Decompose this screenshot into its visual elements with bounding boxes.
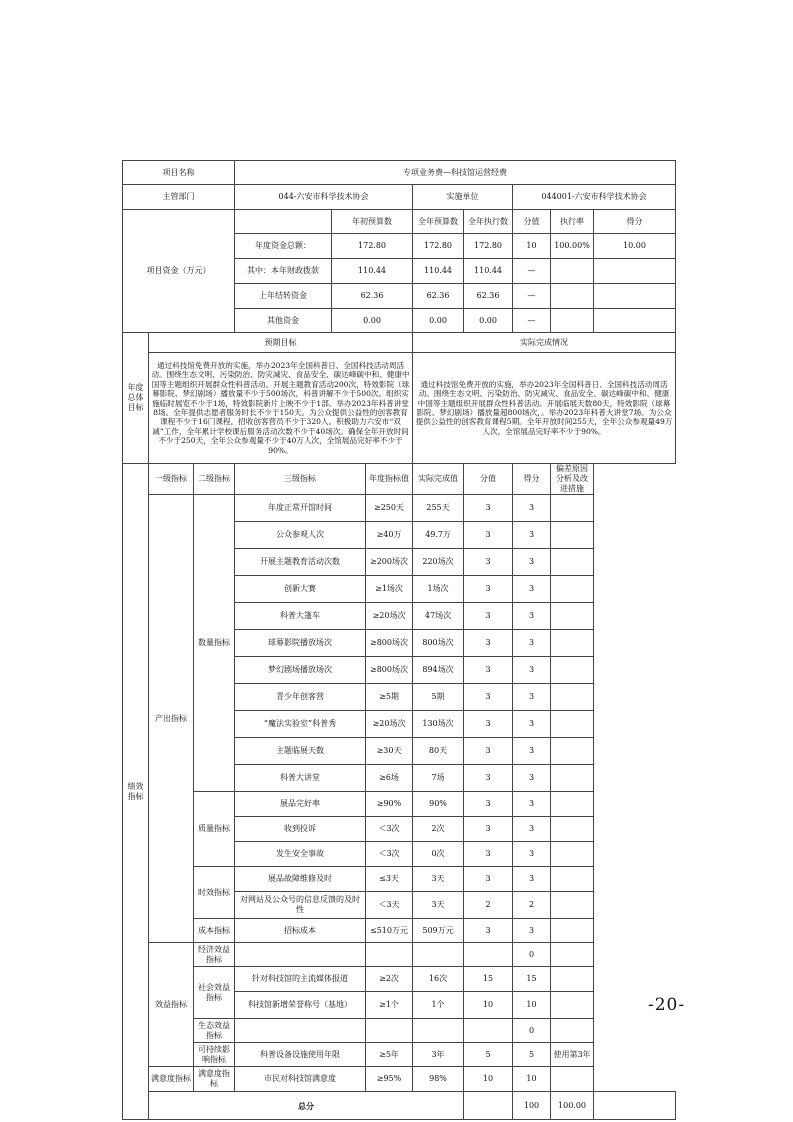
- funds-row-label: 年度资金总额：: [235, 234, 332, 259]
- funds-cell: 62.36: [464, 284, 513, 309]
- indicator-name: 科普大篷车: [235, 603, 366, 630]
- funds-cell: 0.00: [332, 309, 413, 333]
- indicator-score: 15: [464, 967, 513, 992]
- indicator-actual: 3年: [413, 1043, 464, 1067]
- l1-output: 产出指标: [149, 495, 194, 943]
- indicator-score: 10: [464, 1067, 513, 1092]
- indicator-score: 3: [464, 522, 513, 549]
- indicator-got: 10: [513, 1067, 551, 1092]
- indicator-score: 3: [464, 765, 513, 792]
- indicator-score: 2: [464, 892, 513, 919]
- funds-header: 得分: [594, 210, 676, 234]
- indicator-got: 3: [513, 630, 551, 657]
- indicator-got: 3: [513, 738, 551, 765]
- indicator-actual: 3天: [413, 867, 464, 892]
- total-note: [594, 1092, 676, 1120]
- total-label: 总分: [149, 1092, 464, 1120]
- l1-satisfaction: 满意度指标: [149, 1067, 194, 1092]
- indicator-target: ≥90%: [366, 792, 413, 817]
- indicator-note: 使用第3年: [551, 1043, 594, 1067]
- funds-header: 全年执行数: [464, 210, 513, 234]
- indicator-got: 3: [513, 603, 551, 630]
- l2-timeliness: 时效指标: [194, 867, 235, 919]
- indicator-note: [551, 630, 594, 657]
- indicator-name: 收到投诉: [235, 817, 366, 842]
- indicator-got: 3: [513, 711, 551, 738]
- indicator-target: ≥800场次: [366, 630, 413, 657]
- perf-header: 偏差原因分析及改进措施: [551, 464, 594, 495]
- funds-header: 年初预算数: [332, 210, 413, 234]
- indicator-got: 3: [513, 576, 551, 603]
- indicator-target: ≥95%: [366, 1067, 413, 1092]
- indicator-note: [551, 943, 594, 967]
- indicator-score: 10: [464, 992, 513, 1019]
- perf-header: 年度指标值: [366, 464, 413, 495]
- indicator-got: 3: [513, 522, 551, 549]
- funds-cell: 110.44: [332, 259, 413, 284]
- indicator-target: ≥6场: [366, 765, 413, 792]
- indicator-actual: 0次: [413, 842, 464, 867]
- perf-header: 三级指标: [235, 464, 366, 495]
- indicator-actual: 130场次: [413, 711, 464, 738]
- indicator-target: ＜3次: [366, 842, 413, 867]
- indicator-target: ≥250天: [366, 495, 413, 522]
- indicator-actual: 894场次: [413, 657, 464, 684]
- indicator-got: 3: [513, 867, 551, 892]
- funds-cell: 0.00: [413, 309, 464, 333]
- expected-goal-text: 通过科技馆免费开放的实施，举办2023年全国科普日、全国科技活动周活动。围绕生态文明、污染防治、防灾减灾、食品安全、碳达峰碳中和、健康中国等主题组织开展群众性科普活动。开展主题教育活动200次，特效影院（球幕影院、梦幻剧场）播放量不少于500场次，科普讲解不少于500次。组织实施临时展览不少于1场，特效影院新片上映不少于1部。举办2023年科普讲堂8场。全年提供志愿者服务时长不少于150天。为公众提供公益性的创客教育课程不少于16门课程，招收创客营员不少于320人。积极助力六安市“双减”工作，全年累计学校课后服务活动次数不少于40场次。确保全年开放时间不少于250天，全年公众参观量不少于40万人次，全馆展品完好率不少于90%。: [149, 353, 413, 464]
- indicator-actual: 98%: [413, 1067, 464, 1092]
- indicator-target: ≥5期: [366, 684, 413, 711]
- l2-ecology: 生态效益指标: [194, 1019, 235, 1043]
- indicator-actual: 255天: [413, 495, 464, 522]
- indicator-actual: 49.7万: [413, 522, 464, 549]
- indicator-name: 年度正常开馆时间: [235, 495, 366, 522]
- indicator-score: [464, 943, 513, 967]
- funds-cell: [551, 309, 594, 333]
- indicator-target: ≥20场次: [366, 603, 413, 630]
- indicator-got: 3: [513, 684, 551, 711]
- indicator-actual: 800场次: [413, 630, 464, 657]
- indicator-note: [551, 792, 594, 817]
- indicator-note: [551, 919, 594, 943]
- indicator-got: 0: [513, 1019, 551, 1043]
- funds-cell: 10: [513, 234, 551, 259]
- indicator-name: 球幕影院播放场次: [235, 630, 366, 657]
- indicator-name: 公众参观人次: [235, 522, 366, 549]
- funds-cell: 62.36: [413, 284, 464, 309]
- indicator-score: 3: [464, 576, 513, 603]
- indicator-actual: [413, 1019, 464, 1043]
- indicator-got: 3: [513, 549, 551, 576]
- indicator-target: ≥2次: [366, 967, 413, 992]
- indicator-actual: 47场次: [413, 603, 464, 630]
- actual-completion-text: 通过科技馆免费开放的实施，举办2023年全国科普日、全国科技活动周活动。围绕生态文明、污染防治、防灾减灾、食品安全、碳达峰碳中和、健康中国等主题组织开展群众性科普活动。开展临展天数80天，特效影院（球幕影院、梦幻剧场）播放量超800场次，。举办2023年科普大讲堂7场。为公众提供公益性的创客教育课程5期。全年开放时间255天，全年公众参观量49万人次，全馆展品完好率不少于90%。: [413, 353, 676, 464]
- indicator-target: ≥800场次: [366, 657, 413, 684]
- indicator-score: 3: [464, 817, 513, 842]
- indicator-got: 3: [513, 765, 551, 792]
- indicator-score: 3: [464, 495, 513, 522]
- indicator-name: 招标成本: [235, 919, 366, 943]
- funds-cell: 100.00%: [551, 234, 594, 259]
- funds-header: 分值: [513, 210, 551, 234]
- funds-cell: 172.80: [332, 234, 413, 259]
- funds-header: 执行率: [551, 210, 594, 234]
- indicator-actual: 1场次: [413, 576, 464, 603]
- l2-quality: 质量指标: [194, 792, 235, 867]
- indicator-name: [235, 1019, 366, 1043]
- indicator-score: 3: [464, 919, 513, 943]
- indicator-note: [551, 967, 594, 992]
- indicator-got: 3: [513, 842, 551, 867]
- indicator-target: [366, 943, 413, 967]
- indicator-got: 3: [513, 817, 551, 842]
- indicator-name: 发生安全事故: [235, 842, 366, 867]
- project-name-value: 专项业务费—科技馆运营经费: [235, 161, 676, 185]
- funds-cell: [594, 309, 676, 333]
- indicator-actual: 80天: [413, 738, 464, 765]
- indicator-name: 科技馆新增荣誉称号（基地）: [235, 992, 366, 1019]
- indicator-score: 3: [464, 792, 513, 817]
- indicator-target: ≥1个: [366, 992, 413, 1019]
- indicator-got: 3: [513, 495, 551, 522]
- page-number: -20-: [648, 995, 686, 1015]
- indicator-target: [366, 1019, 413, 1043]
- indicator-note: [551, 657, 594, 684]
- indicator-note: [551, 1067, 594, 1092]
- indicator-target: ≥40万: [366, 522, 413, 549]
- indicator-actual: 1个: [413, 992, 464, 1019]
- indicator-note: [551, 522, 594, 549]
- indicator-note: [551, 817, 594, 842]
- indicator-actual: 220场次: [413, 549, 464, 576]
- indicator-note: [551, 549, 594, 576]
- indicator-note: [551, 603, 594, 630]
- funds-header: 全年预算数: [413, 210, 464, 234]
- indicator-score: 3: [464, 867, 513, 892]
- indicator-note: [551, 576, 594, 603]
- indicator-got: 3: [513, 919, 551, 943]
- funds-cell: [551, 284, 594, 309]
- funds-cell: [551, 259, 594, 284]
- funds-cell: —: [513, 309, 551, 333]
- dept-value: 044-六安市科学技术协会: [235, 185, 413, 210]
- indicator-target: ≥30天: [366, 738, 413, 765]
- funds-cell: —: [513, 284, 551, 309]
- funds-cell: 172.80: [413, 234, 464, 259]
- funds-cell: 172.80: [464, 234, 513, 259]
- indicator-target: ≤3天: [366, 867, 413, 892]
- funds-cell: [594, 284, 676, 309]
- indicator-score: 3: [464, 603, 513, 630]
- perf-side-label: 绩效指标: [123, 464, 149, 1120]
- indicator-score: 3: [464, 738, 513, 765]
- indicator-note: [551, 867, 594, 892]
- l2-sustain: 可持续影响指标: [194, 1043, 235, 1067]
- indicator-got: 15: [513, 967, 551, 992]
- indicator-got: 3: [513, 657, 551, 684]
- funds-label: 项目资金（万元）: [123, 210, 235, 333]
- indicator-note: [551, 495, 594, 522]
- indicator-actual: 7场: [413, 765, 464, 792]
- perf-header: 二级指标: [194, 464, 235, 495]
- perf-header: 得分: [513, 464, 551, 495]
- indicator-target: ＜3天: [366, 892, 413, 919]
- indicator-got: 10: [513, 992, 551, 1019]
- indicator-actual: 3天: [413, 892, 464, 919]
- indicator-target: ≥20场次: [366, 711, 413, 738]
- indicator-note: [551, 892, 594, 919]
- indicator-actual: [413, 943, 464, 967]
- indicator-target: ≥1场次: [366, 576, 413, 603]
- indicator-score: 3: [464, 711, 513, 738]
- l2-cost: 成本指标: [194, 919, 235, 943]
- indicator-score: 3: [464, 657, 513, 684]
- l2-quantity: 数量指标: [194, 495, 235, 792]
- indicator-name: 科普大讲堂: [235, 765, 366, 792]
- indicator-actual: 16次: [413, 967, 464, 992]
- indicator-target: ＜3次: [366, 817, 413, 842]
- indicator-name: [235, 943, 366, 967]
- funds-cell: 10.00: [594, 234, 676, 259]
- indicator-note: [551, 711, 594, 738]
- funds-row-label: 其他资金: [235, 309, 332, 333]
- funds-row-label: 其中：本年财政拨款: [235, 259, 332, 284]
- indicator-name: 创新大赛: [235, 576, 366, 603]
- indicator-actual: 5期: [413, 684, 464, 711]
- indicator-score: 3: [464, 842, 513, 867]
- l1-benefit: 效益指标: [149, 943, 194, 1067]
- indicator-name: 市民对科技馆满意度: [235, 1067, 366, 1092]
- indicator-note: [551, 1019, 594, 1043]
- indicator-actual: 2次: [413, 817, 464, 842]
- indicator-target: ≥5年: [366, 1043, 413, 1067]
- impl-label: 实施单位: [413, 185, 513, 210]
- funds-cell: 110.44: [464, 259, 513, 284]
- indicator-score: 3: [464, 684, 513, 711]
- indicator-score: 3: [464, 549, 513, 576]
- l2-economic: 经济效益指标: [194, 943, 235, 967]
- indicator-target: ≤510万元: [366, 919, 413, 943]
- goals-side-label: 年度总体目标: [123, 333, 149, 464]
- indicator-note: [551, 684, 594, 711]
- indicator-name: 主题临展天数: [235, 738, 366, 765]
- perf-header: 实际完成值: [413, 464, 464, 495]
- total-empty: [464, 1092, 513, 1120]
- indicator-note: [551, 992, 594, 1019]
- dept-label: 主管部门: [123, 185, 235, 210]
- indicator-note: [551, 765, 594, 792]
- indicator-name: 梦幻剧场播放场次: [235, 657, 366, 684]
- indicator-name: 展品完好率: [235, 792, 366, 817]
- perf-header: 一级指标: [149, 464, 194, 495]
- indicator-name: 针对科技馆的主流媒体报道: [235, 967, 366, 992]
- funds-header-empty: [235, 210, 332, 234]
- indicator-note: [551, 738, 594, 765]
- indicator-got: 2: [513, 892, 551, 919]
- funds-cell: [594, 259, 676, 284]
- l2-satisfaction: 满意度指标: [194, 1067, 235, 1092]
- indicator-score: [464, 1019, 513, 1043]
- indicator-actual: 90%: [413, 792, 464, 817]
- indicator-got: 3: [513, 792, 551, 817]
- indicator-name: “魔法实验室”科普秀: [235, 711, 366, 738]
- funds-cell: —: [513, 259, 551, 284]
- expected-goal-header: 预期目标: [149, 333, 413, 353]
- funds-row-label: 上年结转资金: [235, 284, 332, 309]
- indicator-score: 3: [464, 630, 513, 657]
- indicator-note: [551, 842, 594, 867]
- indicator-name: 科普设备设施使用年限: [235, 1043, 366, 1067]
- indicator-name: 开展主题教育活动次数: [235, 549, 366, 576]
- indicator-actual: 509万元: [413, 919, 464, 943]
- perf-header: 分值: [464, 464, 513, 495]
- actual-completion-header: 实际完成情况: [413, 333, 676, 353]
- performance-evaluation-table: [122, 160, 676, 1120]
- funds-cell: 110.44: [413, 259, 464, 284]
- indicator-name: 青少年创客营: [235, 684, 366, 711]
- indicator-got: 5: [513, 1043, 551, 1067]
- project-name-label: 项目名称: [123, 161, 235, 185]
- funds-cell: 0.00: [464, 309, 513, 333]
- indicator-got: 0: [513, 943, 551, 967]
- indicator-name: 展品故障维修及时: [235, 867, 366, 892]
- total-got: 100.00: [551, 1092, 594, 1120]
- indicator-target: ≥200场次: [366, 549, 413, 576]
- indicator-name: 对网站及公众号的信息反馈的及时性: [235, 892, 366, 919]
- indicator-score: 5: [464, 1043, 513, 1067]
- impl-value: 044001-六安市科学技术协会: [513, 185, 676, 210]
- l2-social: 社会效益指标: [194, 967, 235, 1019]
- funds-cell: 62.36: [332, 284, 413, 309]
- total-score: 100: [513, 1092, 551, 1120]
